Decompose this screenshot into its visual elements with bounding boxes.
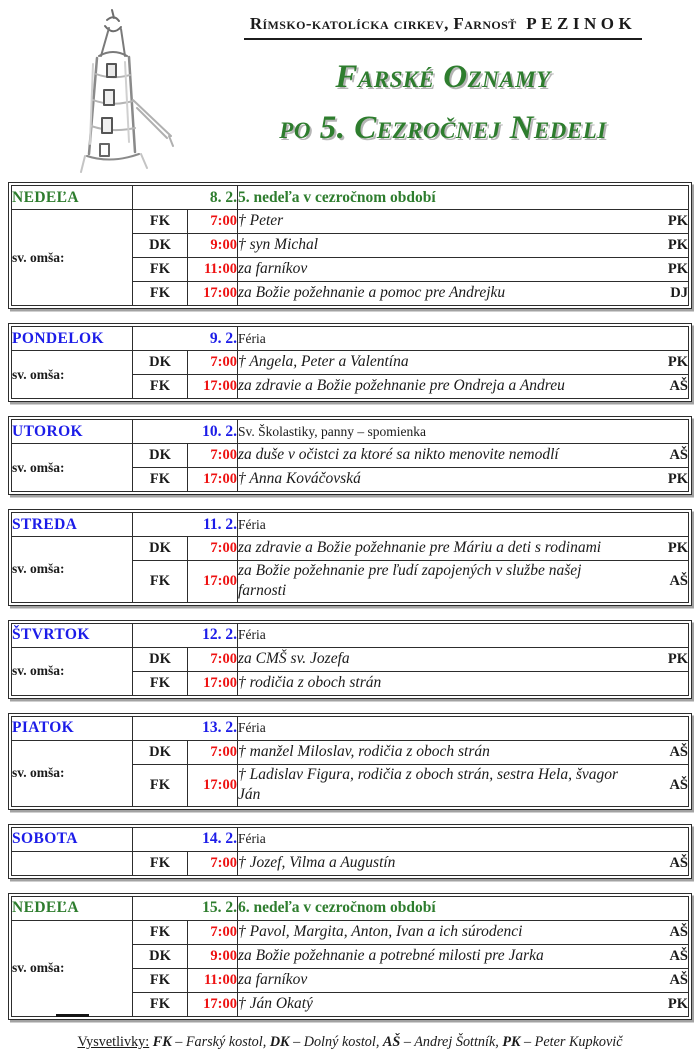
mass-priest: AŠ [669,923,688,940]
mass-church: FK [133,468,188,492]
day-feast: 5. nedeľa v cezročnom období [238,186,689,210]
mass-row [12,851,689,875]
day-header-row [12,186,689,210]
day-feast: Féria [238,716,689,740]
day-date: 8. 2. [133,186,238,210]
day-tables [0,182,700,1020]
mass-intention: za Božie požehnanie a potrebné milosti pre Jarka [238,947,544,965]
mass-label: sv. omša: [12,561,65,577]
day-name: PONDELOK [12,327,133,351]
mass-intention: za CMŠ sv. Jozefa [238,650,350,668]
mass-church: DK [133,444,188,468]
day-date: 11. 2. [133,513,238,537]
day-table [8,182,692,309]
page-header [0,0,700,182]
mass-time: 7:00 [188,920,238,944]
mass-time: 17:00 [188,375,238,399]
mass-church: FK [133,258,188,282]
mass-label-cell [12,920,133,1016]
mass-label-cell [12,444,133,492]
legend-abbr: AŠ [382,1033,401,1050]
day-feast: 6. nedeľa v cezročnom období [238,896,689,920]
mass-time: 7:00 [188,537,238,561]
day-table [8,323,692,402]
mass-intention: za Božie požehnanie a pomoc pre Andrejku [238,284,506,302]
mass-label-cell [12,351,133,399]
mass-label: sv. omša: [12,366,65,382]
mass-time: 17:00 [188,992,238,1016]
day-table [8,620,692,699]
mass-priest: AŠ [669,378,688,394]
mass-priest: AŠ [669,971,688,988]
legend [0,1034,700,1051]
mass-label-cell [12,740,133,806]
mass-intention: † Pavol, Margita, Anton, Ivan a ich súrodenci [238,923,523,941]
mass-church: DK [133,537,188,561]
mass-priest: AŠ [669,854,688,871]
day-header-row [12,327,689,351]
mass-time: 7:00 [188,740,238,764]
mass-time: 17:00 [188,561,238,603]
day-feast: Féria [238,513,689,537]
church-tower-logo [0,0,198,182]
mass-intention: † Angela, Peter a Valentína [238,353,409,371]
day-date: 13. 2. [133,716,238,740]
mass-label: sv. omša: [12,765,65,781]
day-date: 14. 2. [133,827,238,851]
mass-row [12,210,689,234]
mass-time: 17:00 [188,671,238,695]
organization-name: Rímsko-katolícka cirkev, Farnosť [249,14,517,33]
day-name: NEDEĽA [12,186,133,210]
mass-church: FK [133,851,188,875]
mass-time: 9:00 [188,944,238,968]
legend-abbr: FK [152,1033,172,1050]
mass-priest: PK [667,471,688,487]
mass-row [12,351,689,375]
mass-priest: AŠ [669,447,688,463]
mass-priest: PK [667,213,688,229]
legend-meaning: – Peter Kupkovič [520,1033,623,1050]
day-name: NEDEĽA [12,896,133,920]
mass-church: DK [133,647,188,671]
day-header-row [12,513,689,537]
day-table [8,416,692,495]
mass-church: FK [133,968,188,992]
mass-time: 7:00 [188,851,238,875]
legend-abbr: PK [502,1033,521,1050]
legend-meaning: – Farský kostol, [171,1033,267,1050]
page-title-line1: Farské Oznamy [335,59,551,95]
page-title-line2: po 5. Cezročnej Nedeli [279,110,607,147]
mass-time: 7:00 [188,444,238,468]
organization-city: PEZINOK [526,14,637,33]
day-feast: Féria [238,327,689,351]
mass-church: FK [133,992,188,1016]
mass-intention: za zdravie a Božie požehnanie pre Máriu a deti s rodinami [238,539,602,557]
mass-row [12,920,689,944]
mass-priest: DJ [670,285,688,301]
mass-church: DK [133,944,188,968]
day-table [8,713,692,810]
mass-church: FK [133,210,188,234]
day-name: UTOROK [12,420,133,444]
mass-label: sv. omša: [12,960,65,976]
mass-intention: † rodičia z oboch strán [238,674,382,692]
mass-intention: † syn Michal [238,236,319,254]
mass-intention: za Božie požehnanie pre ľudí zapojených v službe našej farnosti [238,562,582,600]
mass-church: FK [133,920,188,944]
mass-row [12,537,689,561]
mass-intention: za farníkov [238,260,308,278]
legend-meaning: – Andrej Šottník, [400,1033,499,1050]
day-date: 10. 2. [133,420,238,444]
mass-intention: † Ladislav Figura, rodičia z oboch strán, sestra Hela, švagor Ján [238,765,619,804]
mass-priest: PK [667,354,688,370]
mass-intention: † Jozef, Vilma a Augustín [238,854,396,872]
day-header-row [12,827,689,851]
header-text-block [198,0,700,182]
mass-row [12,647,689,671]
mass-label-cell [12,647,133,695]
day-feast: Féria [238,827,689,851]
mass-time: 11:00 [188,968,238,992]
mass-label: sv. omša: [12,663,65,679]
mass-intention: za duše v očistci za ktoré sa nikto menovite nemodlí [238,446,559,464]
legend-items [153,1034,623,1050]
day-name: STREDA [12,513,133,537]
day-header-row [12,896,689,920]
day-header-row [12,623,689,647]
day-date: 12. 2. [133,623,238,647]
mass-church: FK [133,764,188,806]
day-feast: Sv. Školastiky, panny – spomienka [238,420,689,444]
mass-label: sv. omša: [12,249,65,265]
day-table [8,824,692,879]
mass-priest: PK [667,995,688,1012]
mass-priest: AŠ [669,743,688,760]
mass-label: sv. omša: [12,459,65,475]
mass-label-cell [12,210,133,306]
church-tower-icon [19,4,179,180]
day-name: ŠTVRTOK [12,623,133,647]
mass-intention: † Ján Okatý [238,995,313,1013]
mass-time: 17:00 [188,282,238,306]
mass-time: 7:00 [188,210,238,234]
mass-church: FK [133,671,188,695]
day-header-row [12,420,689,444]
mass-intention: za farníkov [238,971,308,989]
day-table [8,893,692,1020]
mass-priest: PK [667,261,688,277]
mass-time: 7:00 [188,351,238,375]
mass-intention: † manžel Miloslav, rodičia z oboch strán [238,743,490,761]
mass-church: FK [133,561,188,603]
mass-church: DK [133,351,188,375]
mass-time: 11:00 [188,258,238,282]
day-feast: Féria [238,623,689,647]
day-table [8,509,692,606]
mass-church: FK [133,282,188,306]
mass-label-cell [12,537,133,603]
mass-time: 7:00 [188,647,238,671]
mass-label-cell [12,851,133,875]
mass-time: 17:00 [188,764,238,806]
mass-time: 17:00 [188,468,238,492]
mass-priest: AŠ [669,572,688,589]
day-header-row [12,716,689,740]
day-date: 9. 2. [133,327,238,351]
legend-meaning: – Dolný kostol, [289,1033,380,1050]
mass-priest: AŠ [669,947,688,964]
legend-abbr: DK [269,1033,290,1050]
mass-priest: PK [667,650,688,667]
mass-row [12,444,689,468]
organization-title [244,14,642,40]
next-page-table-edge [56,1014,89,1017]
mass-church: FK [133,375,188,399]
day-date: 15. 2. [133,896,238,920]
mass-church: DK [133,234,188,258]
page-title [198,52,688,154]
mass-church: DK [133,740,188,764]
legend-label: Vysvetlivky: [77,1033,150,1050]
mass-priest: PK [667,237,688,253]
mass-priest: AŠ [669,776,688,793]
mass-intention: za zdravie a Božie požehnanie pre Ondreja a Andreu [238,377,565,395]
mass-time: 9:00 [188,234,238,258]
day-name: SOBOTA [12,827,133,851]
mass-priest: PK [667,540,688,556]
mass-intention: † Peter [238,212,284,230]
mass-intention: † Anna Kováčovská [238,470,361,488]
mass-row [12,740,689,764]
day-name: PIATOK [12,716,133,740]
